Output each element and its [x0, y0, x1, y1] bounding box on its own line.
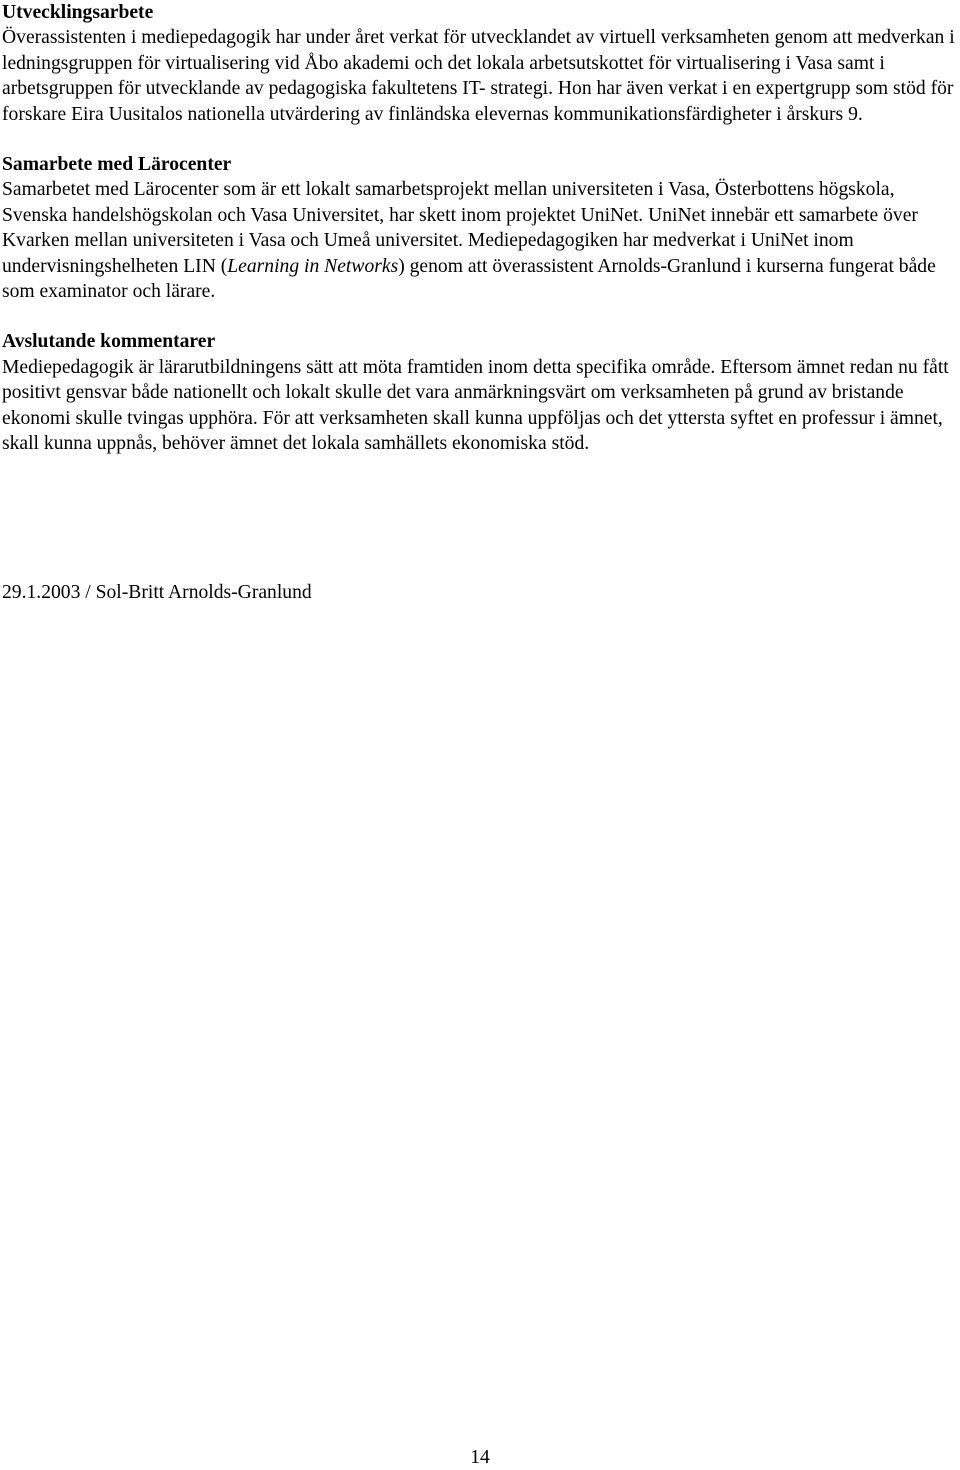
- section-avslutande-kommentarer: [2, 329, 958, 456]
- section-utvecklingsarbete: [2, 0, 958, 127]
- section-heading: Samarbete med Lärocenter: [2, 154, 232, 176]
- paragraph-text: Samarbetet med Lärocenter som är ett lokalt samarbetsprojekt mellan universiteten i Vasa, Österbottens högskola, Svenska handelshögskolan och Vasa Universitet, har skett inom projektet UniNet. UniNet innebär ett samarbete över Kvarken mellan universiteten i Vasa och Umeå universitet. Mediepedagogiken har medverkat i UniNet inom undervisningshelheten LIN (: [2, 179, 918, 277]
- section-paragraph: [2, 177, 958, 304]
- paragraph-text: ) genom att överassistent Arnolds-Granlund i kurserna fungerat både som examinator och lärare.: [2, 255, 936, 303]
- page-number: 14: [470, 1447, 490, 1468]
- section-samarbete-med-larocenter: [2, 152, 958, 304]
- signature-line: 29.1.2003 / Sol-Britt Arnolds-Granlund: [2, 582, 312, 603]
- document-content: [2, 0, 958, 482]
- emphasized-text: Learning in Networks: [227, 255, 399, 277]
- section-heading: Avslutande kommentarer: [2, 331, 216, 353]
- section-heading: Utvecklingsarbete: [2, 2, 154, 23]
- section-paragraph: Överassistenten i mediepedagogik har under året verkat för utvecklandet av virtuell verksamheten genom att medverkan i ledningsgruppen för virtualisering vid Åbo akademi och det lokala arbetsutskottet för virtualisering i Vasa samt i arbetsgruppen för utvecklande av pedagogiska fakultetens IT- strategi. Hon har även verkat i en expertgrupp som stöd för forskare Eira Uusitalos nationella utvärdering av finländska elevernas kommunikationsfärdigheter i årskurs 9.: [2, 27, 955, 125]
- section-paragraph: Mediepedagogik är lärarutbildningens sätt att möta framtiden inom detta specifika område. Eftersom ämnet redan nu fått positivt gensvar både nationellt och lokalt skulle det vara anmärkningsvärt om verksamheten på grund av bristande ekonomi skulle tvingas upphöra. För att verksamheten skall kunna uppföljas och det yttersta syftet en professur i ämnet, skall kunna uppnås, behöver ämnet det lokala samhällets ekonomiska stöd.: [2, 356, 949, 455]
